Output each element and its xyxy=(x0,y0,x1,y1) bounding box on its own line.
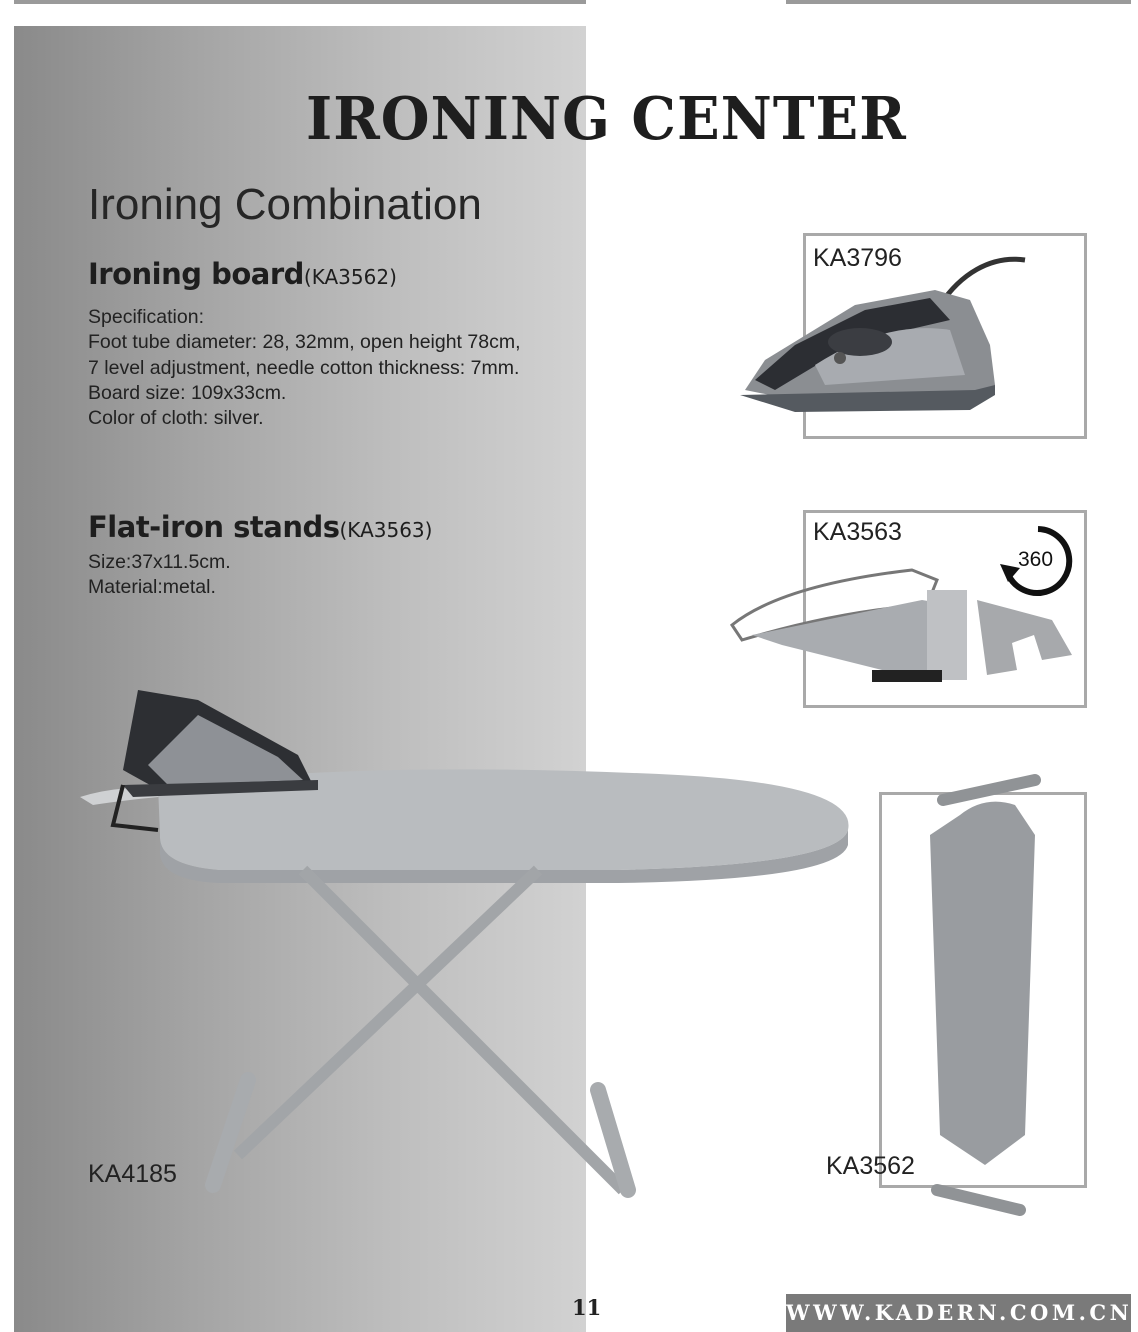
top-rule-right xyxy=(786,0,1131,4)
folded-board-label: KA3562 xyxy=(826,1152,915,1180)
spec-line: Material:metal. xyxy=(88,576,216,599)
ironing-board-with-iron-icon xyxy=(78,685,858,1205)
page-number: 11 xyxy=(572,1295,602,1320)
board-with-iron-label: KA4185 xyxy=(88,1160,177,1188)
flat-iron-stands-code: (KA3563) xyxy=(339,518,433,542)
spec-line: Size:37x11.5cm. xyxy=(88,551,231,573)
ironing-board-heading-text: Ironing board xyxy=(88,257,304,291)
iron-product-label: KA3796 xyxy=(813,244,902,272)
footer-bar xyxy=(786,1294,1131,1332)
spec-line: Specification: xyxy=(88,306,204,328)
section-title: Ironing Combination xyxy=(88,180,482,229)
footer-website[interactable]: WWW.KADERN.COM.CN xyxy=(786,1300,1133,1325)
spec-line: Color of cloth: silver. xyxy=(88,407,264,430)
ironing-board-heading xyxy=(88,257,397,291)
folded-ironing-board-icon xyxy=(925,775,1045,1220)
flat-iron-stands-heading-text: Flat-iron stands xyxy=(88,510,340,544)
ironing-board-spec xyxy=(88,305,521,431)
flat-iron-stands-heading xyxy=(88,510,432,544)
ironing-board-code: (KA3562) xyxy=(303,265,397,289)
spec-line: Board size: 109x33cm. xyxy=(88,381,287,404)
spec-line: Foot tube diameter: 28, 32mm, open height 78cm, xyxy=(88,331,521,354)
rotate-360-badge: 360 xyxy=(1018,548,1054,571)
top-rule xyxy=(0,0,1138,6)
iron-stand-icon xyxy=(722,565,1077,695)
spec-line: 7 level adjustment, needle cotton thickness: 7mm. xyxy=(88,356,520,379)
flat-iron-stands-spec xyxy=(88,550,231,601)
stand-product-label: KA3563 xyxy=(813,518,902,546)
page-title: IRONING CENTER xyxy=(306,84,907,154)
top-rule-left xyxy=(14,0,586,4)
steam-iron-icon xyxy=(735,250,1035,430)
